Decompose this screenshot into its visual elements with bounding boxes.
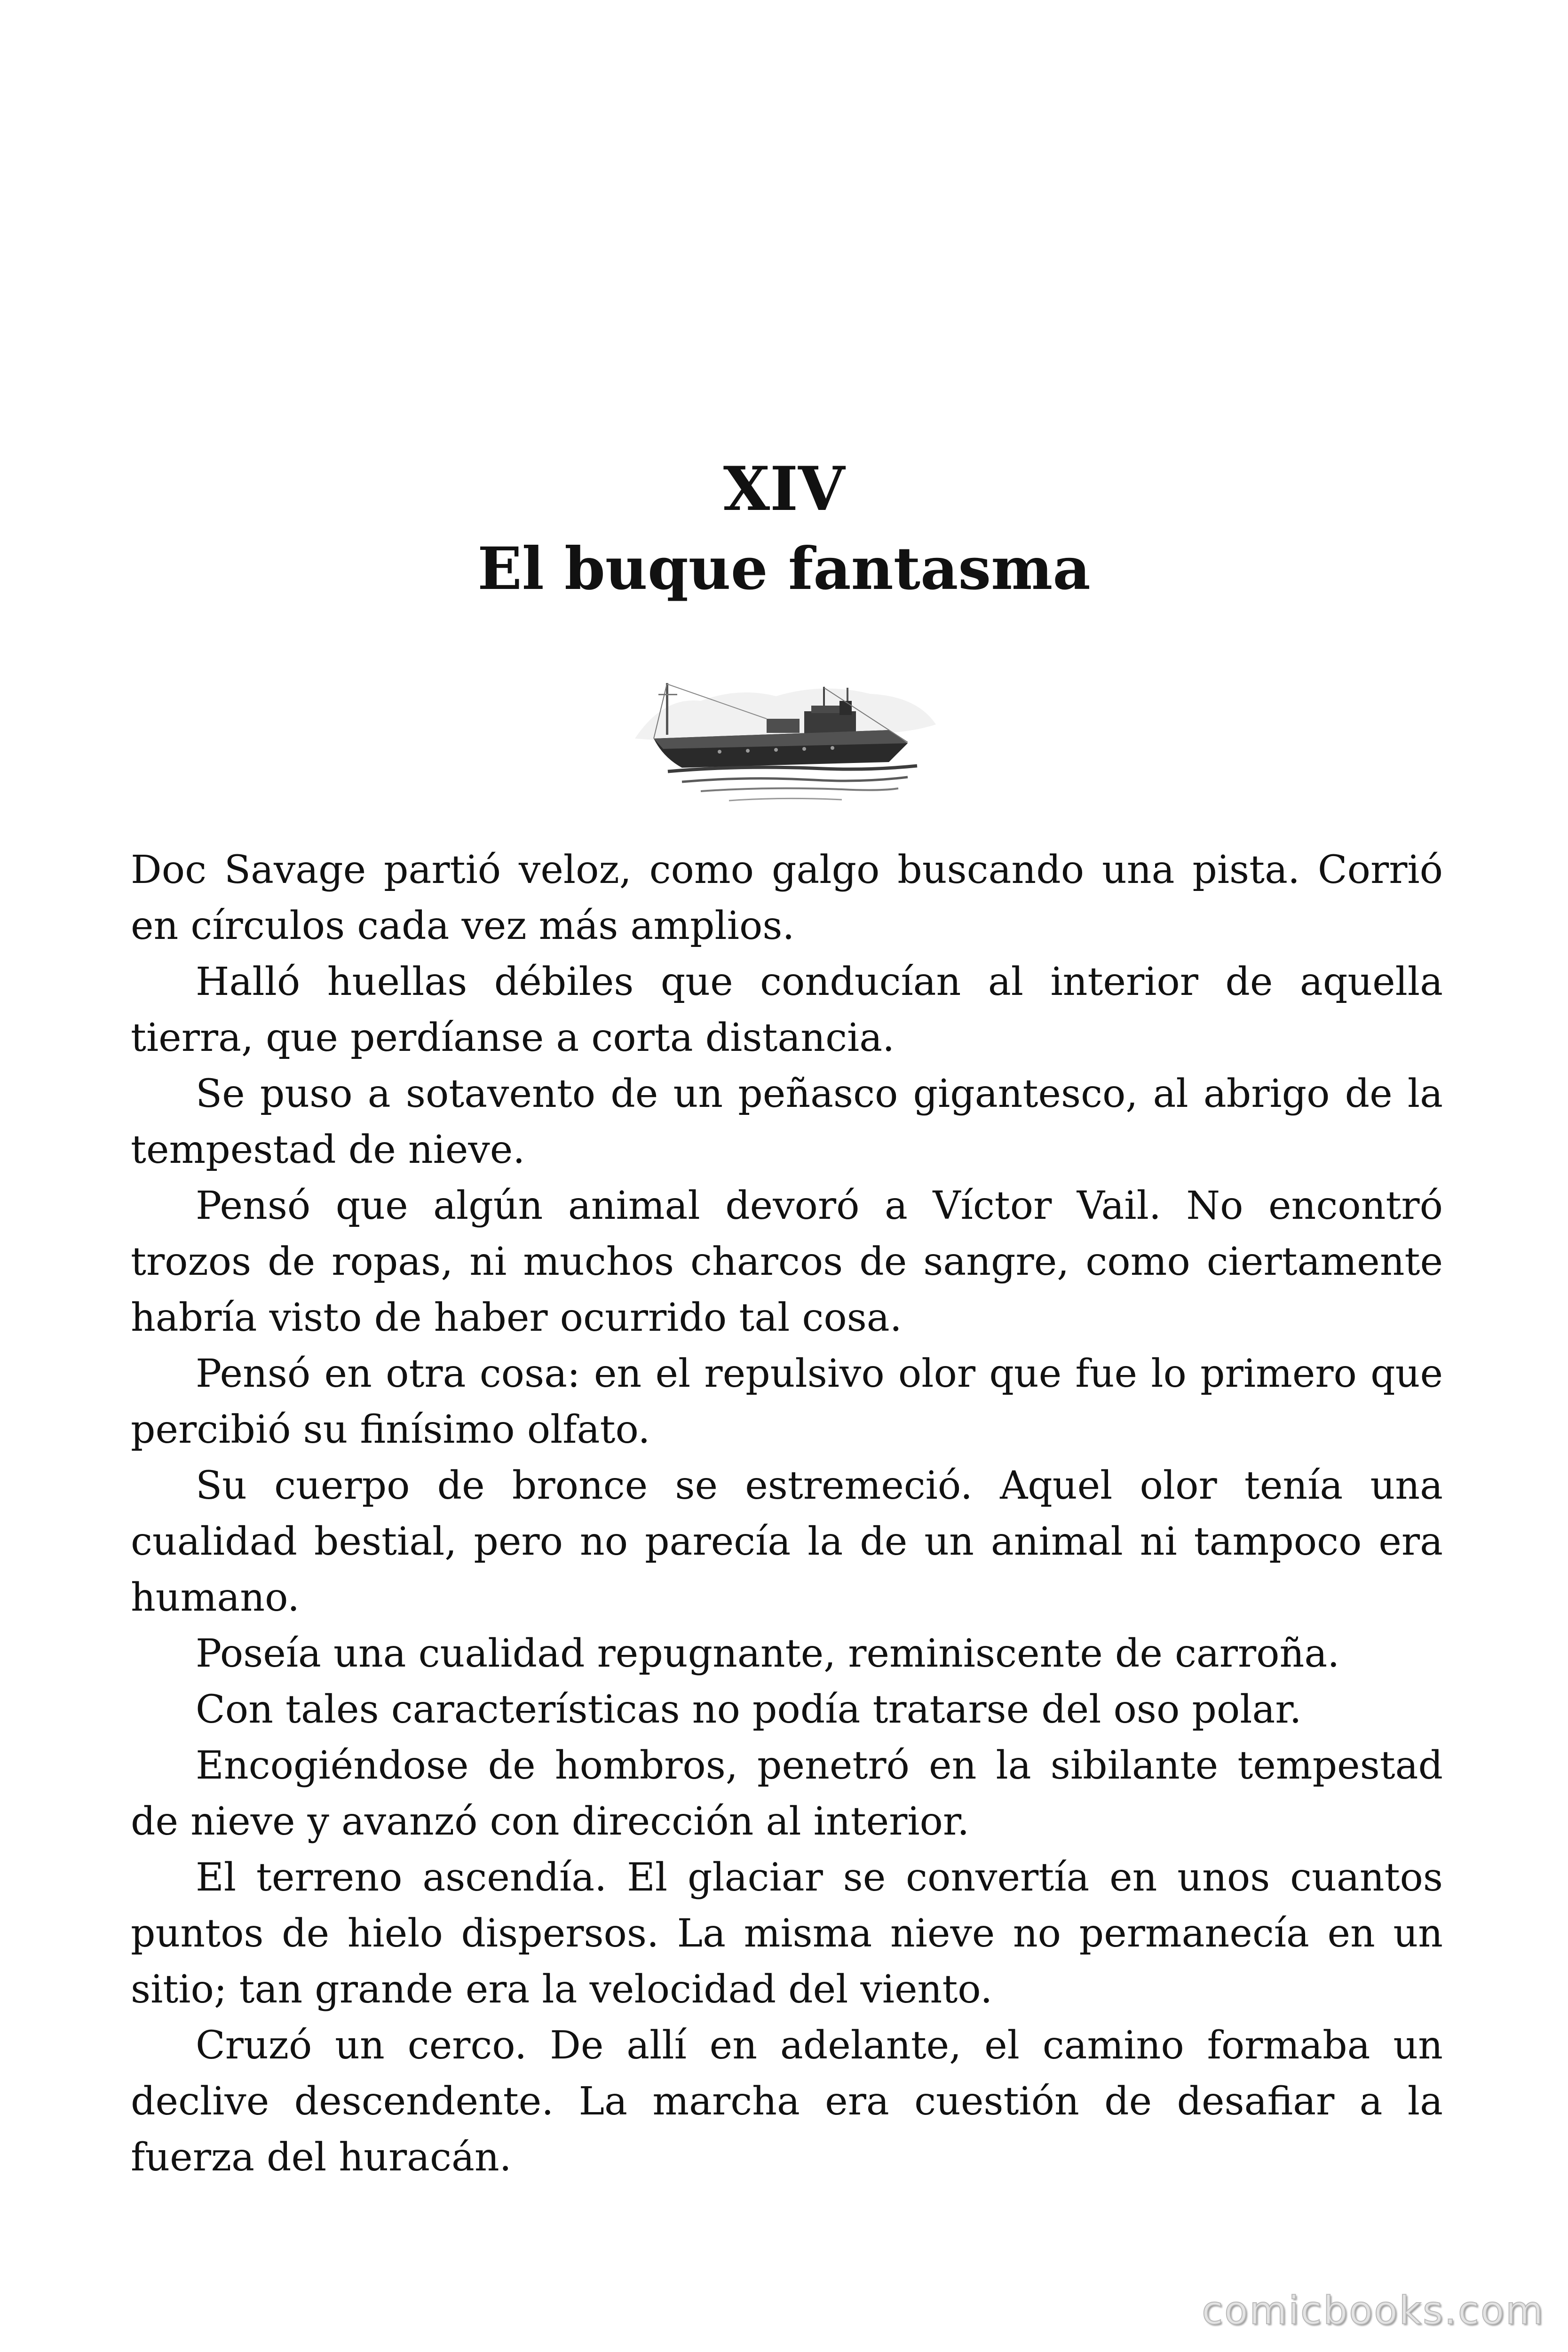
chapter-body	[131, 842, 1443, 2185]
paragraph: El terreno ascendía. El glaciar se convertía en unos cuantos puntos de hielo dispersos. La misma nieve no permanecía en un sitio; tan grande era la velocidad del viento.	[131, 1855, 1443, 2012]
paragraph: Pensó en otra cosa: en el repulsivo olor que fue lo primero que percibió su finísimo olfato.	[131, 1351, 1443, 1452]
ghost-ship-illustration	[626, 668, 945, 809]
paragraph: Halló huellas débiles que conducían al interior de aquella tierra, que perdíanse a corta distancia.	[131, 960, 1443, 1060]
chapter-title: El buque fantasma	[477, 535, 1091, 603]
watermark: comicbooks.com	[1202, 2288, 1544, 2333]
paragraph: Se puso a sotavento de un peñasco gigantesco, al abrigo de la tempestad de nieve.	[131, 1072, 1443, 1172]
paragraph: Cruzó un cerco. De allí en adelante, el camino formaba un declive descendente. La marcha era cuestión de desafiar a la fuerza del huracán.	[131, 2023, 1443, 2180]
paragraph: Encogiéndose de hombros, penetró en la sibilante tempestad de nieve y avanzó con dirección al interior.	[131, 1743, 1443, 1844]
paragraph: Pensó que algún animal devoró a Víctor Vail. No encontró trozos de ropas, ni muchos charcos de sangre, como ciertamente habría visto de haber ocurrido tal cosa.	[131, 1184, 1443, 1340]
paragraph: Su cuerpo de bronce se estremeció. Aquel olor tenía una cualidad bestial, pero no parecía la de un animal ni tampoco era humano.	[131, 1463, 1443, 1620]
chapter-number: XIV	[723, 454, 845, 524]
paragraph: Doc Savage partió veloz, como galgo buscando una pista. Corrió en círculos cada vez más amplios.	[131, 848, 1443, 948]
paragraph: Poseía una cualidad repugnante, reminiscente de carroña.	[196, 1631, 1340, 1676]
paragraph: Con tales características no podía tratarse del oso polar.	[196, 1687, 1302, 1732]
